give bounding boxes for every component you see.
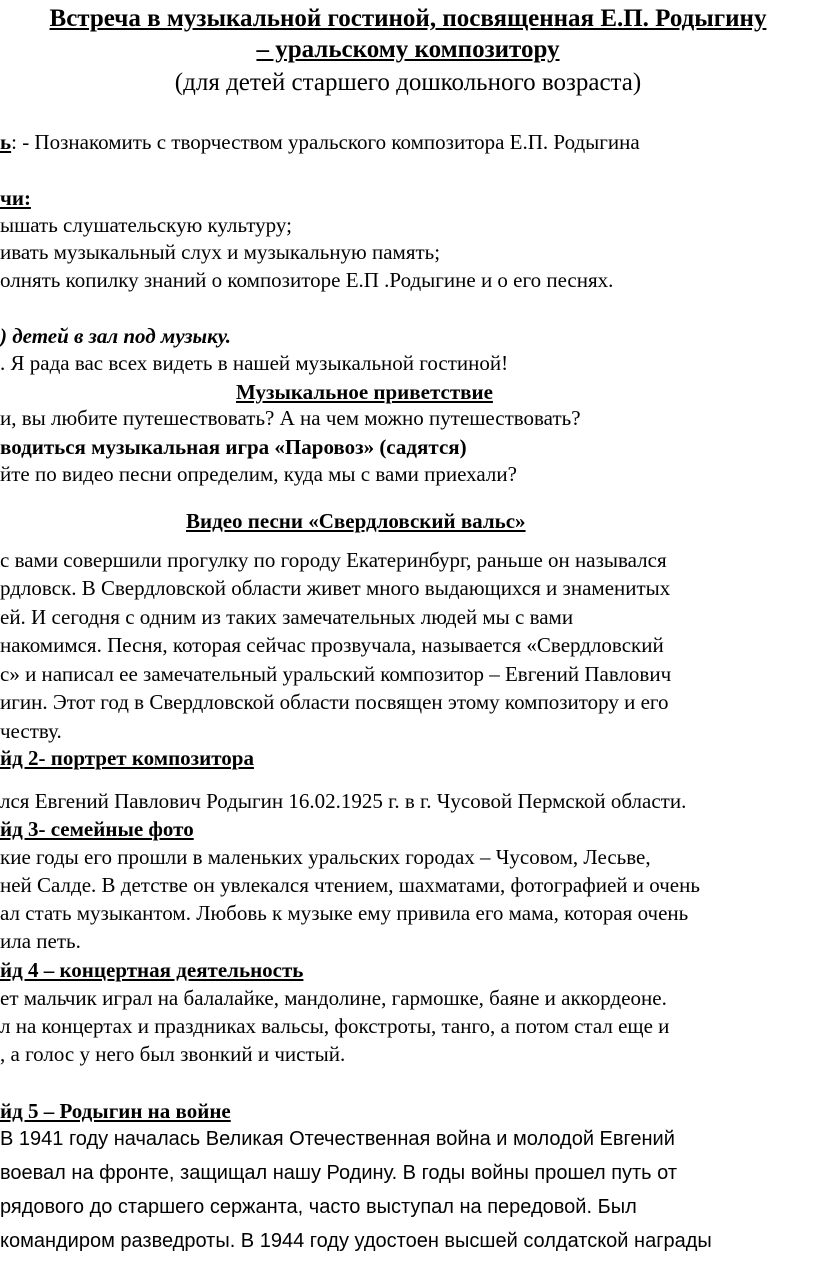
- tasks-label: чи:: [0, 186, 31, 210]
- video-prompt: йте по видео песни определим, куда мы с вами приехали?: [0, 462, 517, 486]
- paragraph-line: рдловск. В Свердловской области живет много выдающихся и знаменитых: [0, 576, 671, 600]
- paragraph-line: накомимся. Песня, которая сейчас прозвучала, называется «Свердловский: [0, 633, 664, 657]
- paragraph-line: ила петь.: [0, 929, 81, 953]
- slide-3-heading: йд 3- семейные фото: [0, 817, 194, 841]
- paragraph-line: ет мальчик играл на балалайке, мандолине, гармошке, баяне и аккордеоне.: [0, 986, 667, 1010]
- paragraph-line: ей. И сегодня с одним из таких замечательных людей мы с вами: [0, 605, 574, 629]
- paragraph-line: кие годы его прошли в маленьких уральских городах – Чусовом, Лесьве,: [0, 845, 651, 869]
- entry-instruction: ) детей в зал под музыку.: [0, 324, 232, 348]
- goal-text: : - Познакомить с творчеством уральского композитора Е.П. Родыгина: [11, 130, 640, 154]
- goal-label: ь: [0, 130, 12, 154]
- birth-info: лся Евгений Павлович Родыгин 16.02.1925 г. в г. Чусовой Пермской области.: [0, 789, 687, 813]
- slide-5-heading: йд 5 – Родыгин на войне: [0, 1099, 231, 1123]
- slide-2-heading: йд 2- портрет композитора: [0, 746, 254, 770]
- task-item: олнять копилку знаний о композиторе Е.П .Родыгине и о его песнях.: [0, 268, 614, 292]
- paragraph-line: ней Салде. В детстве он увлекался чтением, шахматами, фотографией и очень: [0, 873, 700, 897]
- paragraph-line: командиром разведроты. В 1944 году удостоен высшей солдатской награды: [0, 1230, 712, 1252]
- paragraph-line: В 1941 году началась Великая Отечественная война и молодой Евгений: [0, 1128, 675, 1150]
- game-instruction: водиться музыкальная игра «Паровоз» (садятся): [0, 435, 467, 459]
- slide-4-heading: йд 4 – концертная деятельность: [0, 958, 304, 982]
- paragraph-line: рядового до старшего сержанта, часто выступал на передовой. Был: [0, 1196, 637, 1218]
- paragraph-line: л на концертах и праздниках вальсы, фокстроты, танго, а потом стал еще и: [0, 1014, 670, 1038]
- paragraph-line: с вами совершили прогулку по городу Екатеринбург, раньше он назывался: [0, 548, 667, 572]
- task-item: ышать слушательскую культуру;: [0, 213, 292, 237]
- paragraph-line: игин. Этот год в Свердловской области посвящен этому композитору и его: [0, 690, 669, 714]
- document-title-line-1: Встреча в музыкальной гостиной, посвященная Е.П. Родыгину: [49, 5, 767, 32]
- paragraph-line: , а голос у него был звонкий и чистый.: [0, 1042, 346, 1066]
- paragraph-line: ал стать музыкантом. Любовь к музыке ему привила его мама, которая очень: [0, 901, 689, 925]
- paragraph-line: честву.: [0, 719, 62, 743]
- goal-line: [0, 128, 640, 156]
- document-title-line-2: – уральскому композитору: [256, 36, 560, 63]
- travel-question: и, вы любите путешествовать? А на чем можно путешествовать?: [0, 406, 581, 430]
- paragraph-line: воевал на фронте, защищал нашу Родину. В годы войны прошел путь от: [0, 1162, 678, 1184]
- document-subtitle: (для детей старшего дошкольного возраста): [174, 69, 642, 96]
- greeting-text: . Я рада вас всех видеть в нашей музыкальной гостиной!: [0, 351, 509, 375]
- musical-greeting-heading: Музыкальное приветствие: [236, 380, 493, 404]
- task-item: ивать музыкальный слух и музыкальную память;: [0, 240, 441, 264]
- video-heading: Видео песни «Свердловский вальс»: [186, 509, 526, 533]
- paragraph-line: с» и написал ее замечательный уральский композитор – Евгений Павлович: [0, 662, 672, 686]
